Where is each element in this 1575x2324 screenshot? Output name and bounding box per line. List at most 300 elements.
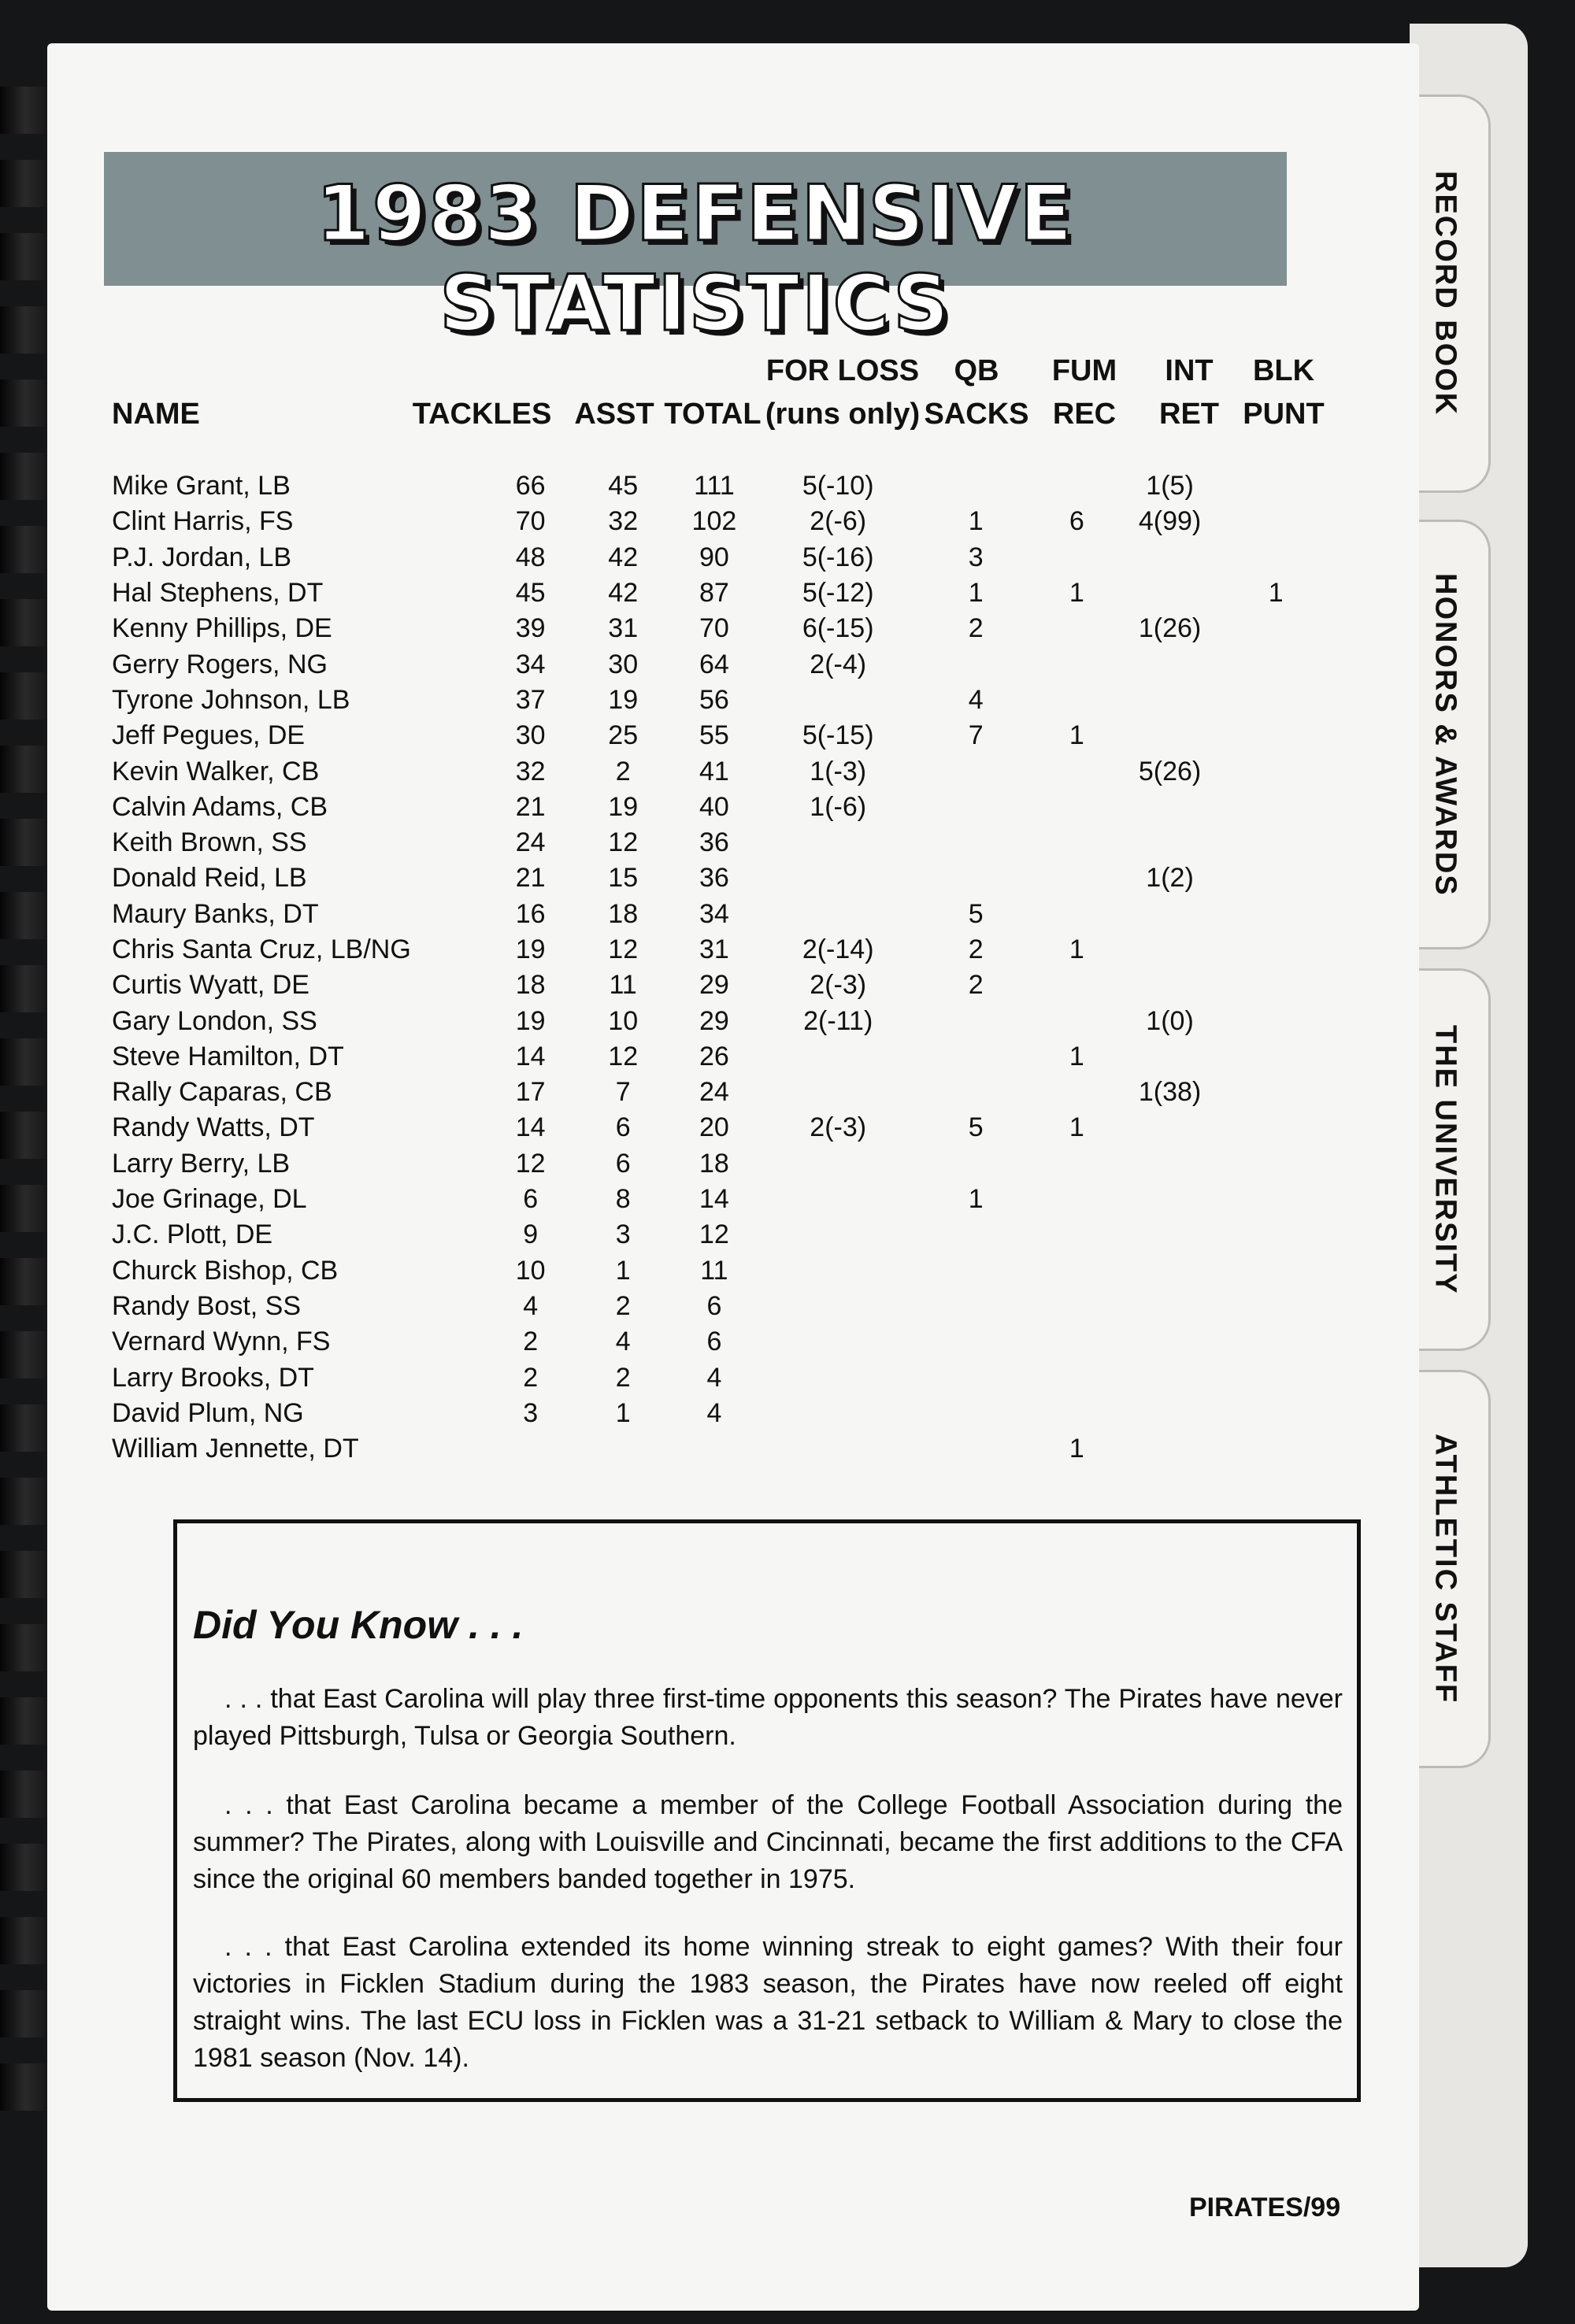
- cell-fr: [1041, 1360, 1113, 1395]
- col-header-qb: QB: [954, 354, 999, 387]
- cell-tk: 17: [515, 1077, 546, 1108]
- cell-name: Jeff Pegues, DE: [112, 720, 306, 751]
- cell-fr: [1041, 1289, 1113, 1324]
- cell-as: 12: [608, 1041, 639, 1071]
- cell-fr: [1041, 1146, 1113, 1182]
- cell-bp: [1227, 1182, 1325, 1217]
- cell-tk: 16: [515, 898, 546, 929]
- cell-to: 29: [699, 970, 729, 1001]
- cell-fl: 2(-6): [810, 506, 867, 537]
- cell-as: 2: [615, 1290, 631, 1321]
- cell-bp: [1227, 1110, 1325, 1145]
- table-row: [112, 897, 1325, 932]
- cell-to: 36: [699, 863, 729, 894]
- cell-tk: 19: [515, 934, 546, 964]
- cell-to: 6: [706, 1290, 722, 1321]
- cell-as: 12: [608, 827, 639, 858]
- cell-fl: 2(-14): [802, 934, 874, 964]
- cell-as: 25: [608, 720, 639, 751]
- cell-ir: [1113, 1039, 1228, 1075]
- cell-ir: [1113, 1110, 1228, 1145]
- cell-qb: [910, 753, 1041, 789]
- cell-qb: [910, 790, 1041, 825]
- cell-name: Vernard Wynn, FS: [112, 1327, 331, 1357]
- cell-tk: 24: [515, 827, 546, 858]
- cell-to: 40: [699, 791, 729, 822]
- cell-fr: 1: [1069, 1434, 1084, 1464]
- cell-ir: [1113, 1146, 1228, 1182]
- cell-name: Randy Watts, DT: [112, 1112, 315, 1143]
- cell-tk: 48: [515, 542, 546, 572]
- cell-name: Calvin Adams, CB: [112, 791, 328, 822]
- cell-bp: [1227, 932, 1325, 968]
- cell-to: 11: [700, 1255, 728, 1286]
- cell-ir: [1113, 1360, 1228, 1395]
- cell-fl: [765, 1253, 910, 1289]
- cell-fr: [1041, 1003, 1113, 1038]
- cell-as: 4: [615, 1327, 631, 1357]
- tab-label: ATHLETIC STAFF: [1429, 1434, 1462, 1704]
- cell-name: Mike Grant, LB: [112, 471, 291, 501]
- did-you-know-heading: Did You Know . . .: [193, 1603, 524, 1647]
- cell-as: 32: [608, 506, 639, 537]
- cell-to: 111: [694, 471, 735, 501]
- table-row: [112, 1146, 1325, 1182]
- cell-fr: [1041, 968, 1113, 1003]
- did-you-know-paragraph: . . . that East Carolina will play three first-time opponents this season? The Pirates have never played Pittsburgh, Tulsa or Georgia Southern.: [193, 1684, 1343, 1751]
- cell-ir: [1113, 1431, 1228, 1467]
- cell-fl: [765, 1431, 910, 1467]
- cell-fl: [765, 683, 910, 718]
- col-header-asst: ASST: [574, 398, 654, 431]
- table-row: [112, 753, 1325, 789]
- table-row: [112, 1075, 1325, 1110]
- table-row: [112, 646, 1325, 682]
- cell-qb: 7: [968, 720, 984, 751]
- col-header-forloss-sub: (runs only): [765, 398, 921, 431]
- table-row: [112, 1324, 1325, 1360]
- cell-tk: 14: [515, 1041, 546, 1071]
- cell-fl: [765, 1289, 910, 1324]
- cell-fr: [1041, 825, 1113, 860]
- cell-qb: 3: [968, 542, 984, 572]
- table-row: [112, 1360, 1325, 1395]
- cell-fl: [765, 1360, 910, 1395]
- defensive-stats-table: [112, 468, 1325, 1467]
- cell-name: J.C. Plott, DE: [112, 1219, 273, 1250]
- cell-name: Maury Banks, DT: [112, 898, 319, 929]
- cell-bp: [1227, 790, 1325, 825]
- cell-to: 29: [699, 1005, 729, 1036]
- cell-tk: 32: [515, 756, 546, 786]
- cell-bp: [1227, 1324, 1325, 1360]
- cell-qb: 2: [968, 613, 984, 644]
- table-row: [112, 790, 1325, 825]
- cell-fr: [1041, 1182, 1113, 1217]
- cell-to: 55: [699, 720, 729, 751]
- cell-bp: [1227, 825, 1325, 860]
- cell-ir: [1113, 968, 1228, 1003]
- cell-bp: [1227, 1431, 1325, 1467]
- cell-name: Curtis Wyatt, DE: [112, 970, 309, 1001]
- cell-qb: [910, 825, 1041, 860]
- cell-bp: [1227, 540, 1325, 575]
- cell-name: Tyrone Johnson, LB: [112, 684, 350, 715]
- cell-fr: [1041, 1396, 1113, 1431]
- cell-name: Chris Santa Cruz, LB/NG: [112, 934, 411, 964]
- cell-fr: [1041, 1253, 1113, 1289]
- cell-ir: 1(38): [1138, 1077, 1202, 1108]
- cell-as: 42: [608, 578, 639, 609]
- table-row: [112, 825, 1325, 860]
- col-header-name: NAME: [112, 398, 200, 431]
- cell-bp: [1227, 1289, 1325, 1324]
- col-header-qb-sub: SACKS: [924, 398, 1029, 431]
- cell-tk: 19: [515, 1005, 546, 1036]
- cell-name: Randy Bost, SS: [112, 1290, 302, 1321]
- cell-to: 18: [699, 1148, 729, 1179]
- table-row: [112, 1431, 1325, 1467]
- cell-ir: [1113, 718, 1228, 753]
- cell-name: David Plum, NG: [112, 1397, 304, 1428]
- cell-qb: [910, 1396, 1041, 1431]
- cell-tk: 66: [515, 471, 546, 501]
- cell-fr: [1041, 860, 1113, 896]
- cell-as: 7: [615, 1077, 631, 1108]
- cell-ir: [1113, 1253, 1228, 1289]
- cell-to: 20: [699, 1112, 729, 1143]
- cell-as: 45: [608, 471, 639, 501]
- cell-qb: [910, 1324, 1041, 1360]
- table-row: [112, 718, 1325, 753]
- cell-bp: [1227, 968, 1325, 1003]
- cell-name: Gerry Rogers, NG: [112, 649, 328, 679]
- cell-ir: 5(26): [1138, 756, 1202, 786]
- cell-fl: 5(-16): [802, 542, 874, 572]
- cell-bp: [1227, 468, 1325, 504]
- cell-as: 3: [615, 1219, 631, 1250]
- cell-tk: 9: [523, 1219, 539, 1250]
- cell-fr: [1041, 540, 1113, 575]
- cell-tk: 37: [515, 684, 546, 715]
- table-row: [112, 611, 1325, 646]
- cell-name: Kevin Walker, CB: [112, 756, 320, 786]
- table-row: [112, 683, 1325, 718]
- cell-as: 19: [608, 684, 639, 715]
- cell-ir: [1113, 1217, 1228, 1253]
- cell-name: Larry Brooks, DT: [112, 1362, 314, 1393]
- cell-bp: [1227, 1003, 1325, 1038]
- cell-fl: 6(-15): [802, 613, 874, 644]
- cell-tk: 21: [515, 791, 546, 822]
- col-header-fum-sub: REC: [1052, 398, 1117, 431]
- cell-ir: [1113, 1324, 1228, 1360]
- cell-qb: [910, 1360, 1041, 1395]
- cell-qb: 2: [968, 970, 984, 1001]
- cell-qb: [910, 1217, 1041, 1253]
- col-header-blk: BLK: [1252, 354, 1315, 387]
- cell-to: 14: [699, 1184, 729, 1215]
- cell-name: Joe Grinage, DL: [112, 1184, 307, 1215]
- cell-ir: [1113, 1396, 1228, 1431]
- cell-fr: [1041, 1075, 1113, 1110]
- cell-qb: 5: [968, 1112, 984, 1143]
- cell-as: 12: [608, 934, 639, 964]
- cell-fl: [765, 860, 910, 896]
- cell-to: 87: [699, 578, 729, 609]
- cell-bp: [1227, 718, 1325, 753]
- cell-qb: 1: [968, 1184, 984, 1215]
- cell-qb: [910, 1146, 1041, 1182]
- cell-name: Keith Brown, SS: [112, 827, 307, 858]
- cell-name: Gary London, SS: [112, 1005, 317, 1036]
- cell-bp: 1: [1268, 578, 1284, 609]
- cell-fl: [765, 1146, 910, 1182]
- cell-fl: 2(-4): [810, 649, 867, 679]
- cell-fr: [1041, 683, 1113, 718]
- cell-fr: [1041, 753, 1113, 789]
- cell-fl: [765, 1324, 910, 1360]
- cell-to: 56: [699, 684, 729, 715]
- cell-name: Larry Berry, LB: [112, 1148, 291, 1179]
- cell-ir: [1113, 790, 1228, 825]
- table-row: [112, 1217, 1325, 1253]
- cell-to: 102: [691, 506, 737, 537]
- cell-ir: [1113, 575, 1228, 611]
- cell-fl: [765, 825, 910, 860]
- cell-qb: 5: [968, 898, 984, 929]
- did-you-know-paragraph: . . . that East Carolina extended its home winning streak to eight games? With their four victories in Ficklen Stadium during the 1983 season, the Pirates have now reeled off eight straight wins. The last ECU loss in Ficklen was a 31-21 setback to William & Mary to close the 1981 season (Nov. 14).: [193, 1932, 1343, 2073]
- col-header-blk-sub: PUNT: [1243, 398, 1325, 431]
- cell-ir: [1113, 646, 1228, 682]
- cell-name: Rally Caparas, CB: [112, 1077, 332, 1108]
- cell-tk: 2: [523, 1362, 539, 1393]
- cell-name: Clint Harris, FS: [112, 506, 294, 537]
- cell-tk: 45: [515, 578, 546, 609]
- cell-fr: [1041, 611, 1113, 646]
- cell-fl: [765, 1075, 910, 1110]
- cell-qb: [910, 1253, 1041, 1289]
- table-row: [112, 1039, 1325, 1075]
- cell-ir: [1113, 540, 1228, 575]
- cell-tk: 2: [523, 1327, 539, 1357]
- cell-as: 8: [615, 1184, 631, 1215]
- cell-tk: 3: [523, 1397, 539, 1428]
- cell-as: 6: [615, 1148, 631, 1179]
- cell-qb: [910, 1039, 1041, 1075]
- cell-qb: [910, 1431, 1041, 1467]
- cell-as: 31: [608, 613, 639, 644]
- cell-ir: 1(0): [1146, 1005, 1194, 1036]
- cell-qb: [910, 860, 1041, 896]
- cell-as: 1: [615, 1397, 631, 1428]
- cell-as: 15: [608, 863, 639, 894]
- cell-fl: [765, 897, 910, 932]
- cell-to: 64: [699, 649, 729, 679]
- cell-tk: 18: [515, 970, 546, 1001]
- page-title: 1983 DEFENSIVE STATISTICS: [316, 169, 1075, 349]
- cell-bp: [1227, 860, 1325, 896]
- table-row: [112, 968, 1325, 1003]
- cell-ir: [1113, 932, 1228, 968]
- cell-bp: [1227, 1039, 1325, 1075]
- cell-name: Donald Reid, LB: [112, 863, 307, 894]
- col-header-forloss: FOR LOSS: [765, 354, 920, 387]
- cell-bp: [1227, 683, 1325, 718]
- cell-name: Kenny Phillips, DE: [112, 613, 332, 644]
- cell-bp: [1227, 897, 1325, 932]
- cell-as: 2: [615, 756, 631, 786]
- cell-as: 1: [615, 1255, 631, 1286]
- cell-ir: [1113, 825, 1228, 860]
- cell-ir: 1(26): [1138, 613, 1202, 644]
- cell-bp: [1227, 1217, 1325, 1253]
- cell-fl: 1(-6): [810, 791, 867, 822]
- cell-to: 12: [699, 1219, 729, 1250]
- cell-as: [584, 1431, 663, 1467]
- cell-fr: 6: [1069, 506, 1084, 537]
- cell-fr: [1041, 468, 1113, 504]
- cell-qb: [910, 1289, 1041, 1324]
- tab-label: HONORS & AWARDS: [1429, 572, 1462, 897]
- cell-fl: [765, 1396, 910, 1431]
- cell-tk: 4: [523, 1290, 539, 1321]
- col-header-total: TOTAL: [664, 398, 762, 431]
- cell-fr: [1041, 1324, 1113, 1360]
- cell-to: 31: [699, 934, 729, 964]
- cell-ir: 1(2): [1146, 863, 1194, 894]
- cell-tk: 12: [515, 1148, 546, 1179]
- cell-qb: [910, 1075, 1041, 1110]
- cell-fr: [1041, 897, 1113, 932]
- cell-qb: [910, 468, 1041, 504]
- cell-fl: 5(-15): [802, 720, 874, 751]
- cell-as: 19: [608, 791, 639, 822]
- cell-fr: [1041, 646, 1113, 682]
- table-row: [112, 860, 1325, 896]
- cell-name: Churck Bishop, CB: [112, 1255, 339, 1286]
- cell-bp: [1227, 504, 1325, 539]
- cell-name: P.J. Jordan, LB: [112, 542, 292, 572]
- cell-qb: [910, 1003, 1041, 1038]
- cell-to: 6: [706, 1327, 722, 1357]
- table-row: [112, 932, 1325, 968]
- cell-bp: [1227, 1396, 1325, 1431]
- cell-to: 70: [699, 613, 729, 644]
- cell-tk: 21: [515, 863, 546, 894]
- title-banner: [104, 152, 1287, 349]
- table-row: [112, 1289, 1325, 1324]
- cell-to: 4: [706, 1397, 722, 1428]
- cell-ir: [1113, 1182, 1228, 1217]
- cell-as: 18: [608, 898, 639, 929]
- cell-fl: 5(-12): [802, 578, 874, 609]
- cell-qb: 1: [968, 506, 984, 537]
- cell-as: 30: [608, 649, 639, 679]
- table-row: [112, 1110, 1325, 1145]
- cell-to: 26: [699, 1041, 729, 1071]
- cell-as: 10: [608, 1005, 639, 1036]
- cell-bp: [1227, 646, 1325, 682]
- cell-bp: [1227, 1146, 1325, 1182]
- cell-qb: [910, 646, 1041, 682]
- cell-to: 36: [699, 827, 729, 858]
- cell-fr: 1: [1069, 934, 1084, 964]
- cell-ir: [1113, 683, 1228, 718]
- cell-bp: [1227, 611, 1325, 646]
- cell-fr: 1: [1069, 720, 1084, 751]
- col-header-int-sub: RET: [1159, 398, 1219, 431]
- cell-to: 4: [706, 1362, 722, 1393]
- col-header-fum: FUM: [1051, 354, 1117, 387]
- cell-fl: [765, 1217, 910, 1253]
- table-row: [112, 1396, 1325, 1431]
- cell-fl: 2(-3): [810, 1112, 867, 1143]
- cell-to: 41: [699, 756, 729, 786]
- col-header-int: INT: [1165, 354, 1214, 387]
- cell-tk: 39: [515, 613, 546, 644]
- table-row: [112, 504, 1325, 539]
- cell-name: Steve Hamilton, DT: [112, 1041, 344, 1071]
- cell-fr: 1: [1069, 578, 1084, 609]
- cell-tk: 10: [515, 1255, 546, 1286]
- cell-fr: 1: [1069, 1041, 1084, 1071]
- table-row: [112, 1253, 1325, 1289]
- cell-bp: [1227, 1075, 1325, 1110]
- cell-as: 2: [615, 1362, 631, 1393]
- cell-tk: 30: [515, 720, 546, 751]
- tab-label: THE UNIVERSITY: [1429, 1024, 1462, 1295]
- cell-bp: [1227, 753, 1325, 789]
- cell-tk: 34: [515, 649, 546, 679]
- cell-bp: [1227, 1253, 1325, 1289]
- cell-fl: 5(-10): [802, 471, 874, 501]
- cell-fr: [1041, 1217, 1113, 1253]
- cell-to: 90: [699, 542, 729, 572]
- cell-tk: 6: [523, 1184, 539, 1215]
- cell-as: 42: [608, 542, 639, 572]
- cell-fl: 2(-11): [803, 1005, 873, 1036]
- cell-bp: [1227, 1360, 1325, 1395]
- cell-fr: [1041, 790, 1113, 825]
- cell-ir: [1113, 897, 1228, 932]
- cell-fr: 1: [1069, 1112, 1084, 1143]
- cell-ir: 4(99): [1138, 506, 1202, 537]
- cell-to: 24: [699, 1077, 729, 1108]
- cell-as: 11: [609, 970, 637, 1001]
- document-page: [47, 43, 1419, 2311]
- cell-qb: 4: [968, 684, 984, 715]
- table-row: [112, 468, 1325, 504]
- cell-to: 34: [699, 898, 729, 929]
- cell-fl: [765, 1039, 910, 1075]
- tab-label: RECORD BOOK: [1429, 171, 1462, 416]
- cell-fl: [765, 1182, 910, 1217]
- did-you-know-paragraph: . . . that East Carolina became a member of the College Football Association during the summer? The Pirates, along with Louisville and Cincinnati, became the first additions to the CFA since the original 60 members banded together in 1975.: [193, 1790, 1343, 1894]
- cell-qb: 2: [968, 934, 984, 964]
- col-header-tackles: TACKLES: [412, 398, 552, 431]
- cell-as: 6: [615, 1112, 631, 1143]
- cell-tk: [478, 1431, 584, 1467]
- cell-name: William Jennette, DT: [112, 1434, 359, 1464]
- cell-fl: 1(-3): [810, 756, 867, 786]
- cell-name: Hal Stephens, DT: [112, 578, 324, 609]
- cell-ir: 1(5): [1146, 471, 1194, 501]
- table-row: [112, 575, 1325, 611]
- page-footer: PIRATES/99: [1189, 2193, 1341, 2222]
- cell-fl: 2(-3): [810, 970, 867, 1001]
- cell-to: [663, 1431, 765, 1467]
